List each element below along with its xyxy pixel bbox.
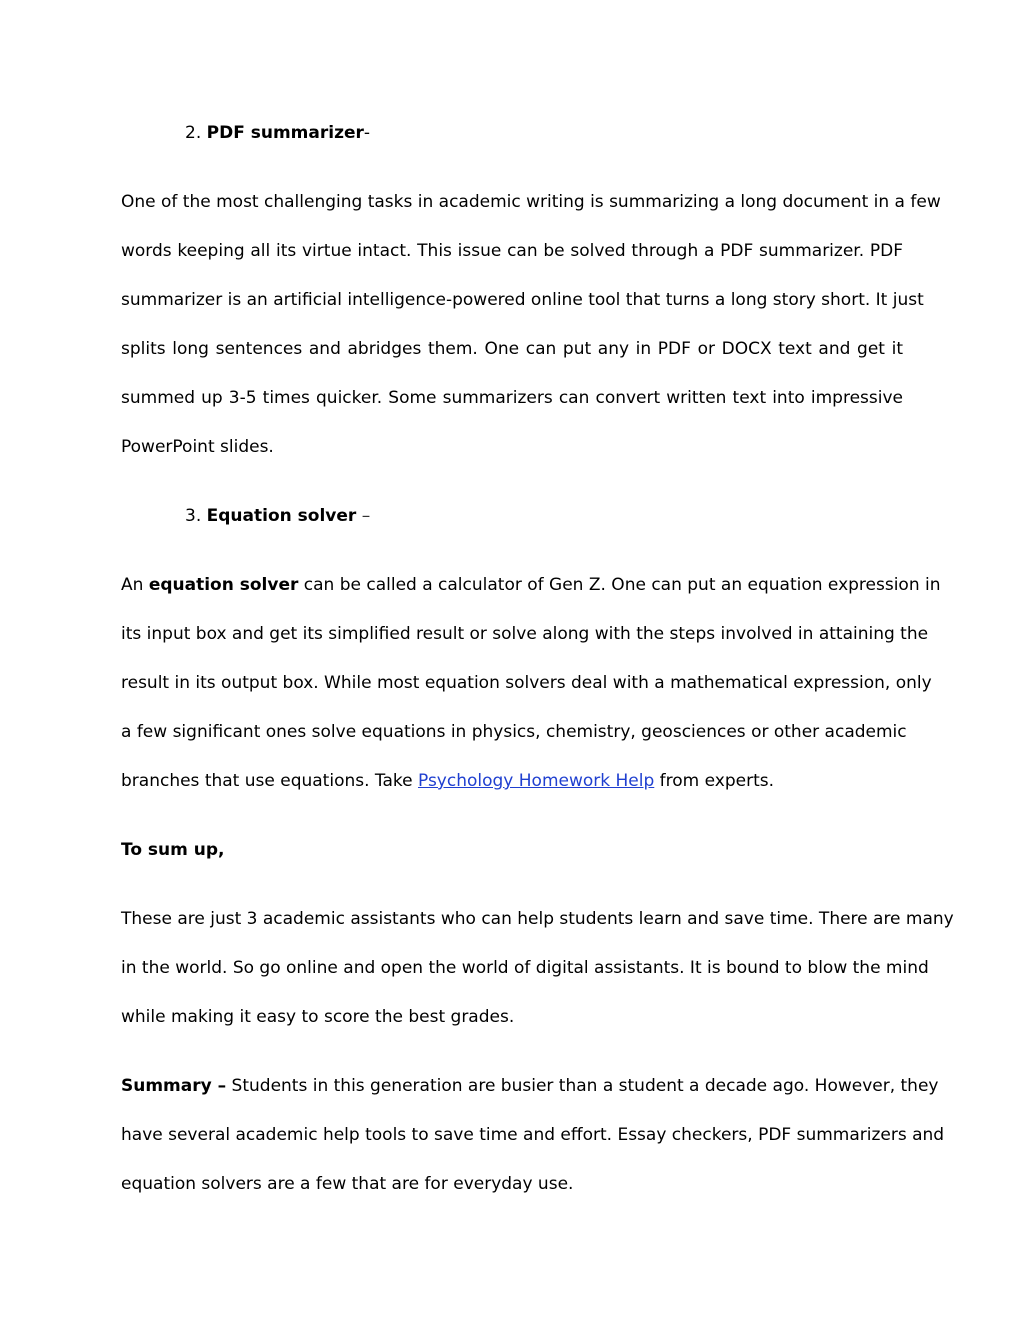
pdf-paragraph-line: summarizer is an artificial intelligence-powered online tool that turns a long story short. It just	[121, 290, 924, 310]
equation-paragraph-line: a few significant ones solve equations in physics, chemistry, geosciences or other academic	[121, 722, 907, 742]
line-rest: can be called a calculator of Gen Z. One can put an equation expression in	[298, 575, 941, 595]
section-title-suffix: -	[363, 123, 371, 143]
conclusion-paragraph-line: in the world. So go online and open the world of digital assistants. It is bound to blow the mind	[121, 958, 929, 978]
pdf-paragraph-line: summed up 3-5 times quicker. Some summarizers can convert written text into impressive	[121, 388, 903, 408]
conclusion-paragraph-line: while making it easy to score the best grades.	[121, 1007, 515, 1027]
pdf-summarizer-heading	[185, 118, 785, 148]
section-title-suffix: –	[361, 506, 371, 526]
line-prefix: branches that use equations. Take	[121, 771, 418, 791]
equation-paragraph-line	[121, 766, 903, 796]
pdf-paragraph-line: PowerPoint slides.	[121, 437, 274, 457]
section-title: PDF summarizer	[206, 123, 364, 143]
equation-solver-heading	[185, 501, 785, 531]
conclusion-heading: To sum up,	[121, 840, 225, 860]
equation-paragraph-line: its input box and get its simplified result or solve along with the steps involved in attaining the	[121, 624, 929, 644]
line-rest: Students in this generation are busier than a student a decade ago. However, they	[226, 1076, 939, 1096]
summary-paragraph-line: have several academic help tools to save time and effort. Essay checkers, PDF summarizers and	[121, 1125, 945, 1145]
line-prefix: An	[121, 575, 149, 595]
line-suffix: from experts.	[654, 771, 775, 791]
summary-label: Summary –	[121, 1076, 227, 1096]
pdf-paragraph-line: One of the most challenging tasks in academic writing is summarizing a long document in a few	[121, 192, 941, 212]
psychology-homework-help-link[interactable]: Psychology Homework Help	[418, 771, 655, 791]
pdf-paragraph-line: splits long sentences and abridges them. One can put any in PDF or DOCX text and get it	[121, 339, 903, 359]
equation-paragraph-line	[121, 570, 941, 600]
equation-paragraph-line: result in its output box. While most equation solvers deal with a mathematical expression, only	[121, 673, 932, 693]
summary-paragraph-line: equation solvers are a few that are for everyday use.	[121, 1174, 574, 1194]
equation-solver-term: equation solver	[148, 575, 299, 595]
section-title: Equation solver	[206, 506, 357, 526]
pdf-paragraph-line: words keeping all its virtue intact. This issue can be solved through a PDF summarizer. PDF	[121, 241, 903, 261]
conclusion-paragraph-line: These are just 3 academic assistants who can help students learn and save time. There are many	[121, 909, 954, 929]
summary-paragraph-line	[121, 1071, 939, 1101]
section-number: 3.	[185, 506, 202, 526]
section-number: 2.	[185, 123, 202, 143]
